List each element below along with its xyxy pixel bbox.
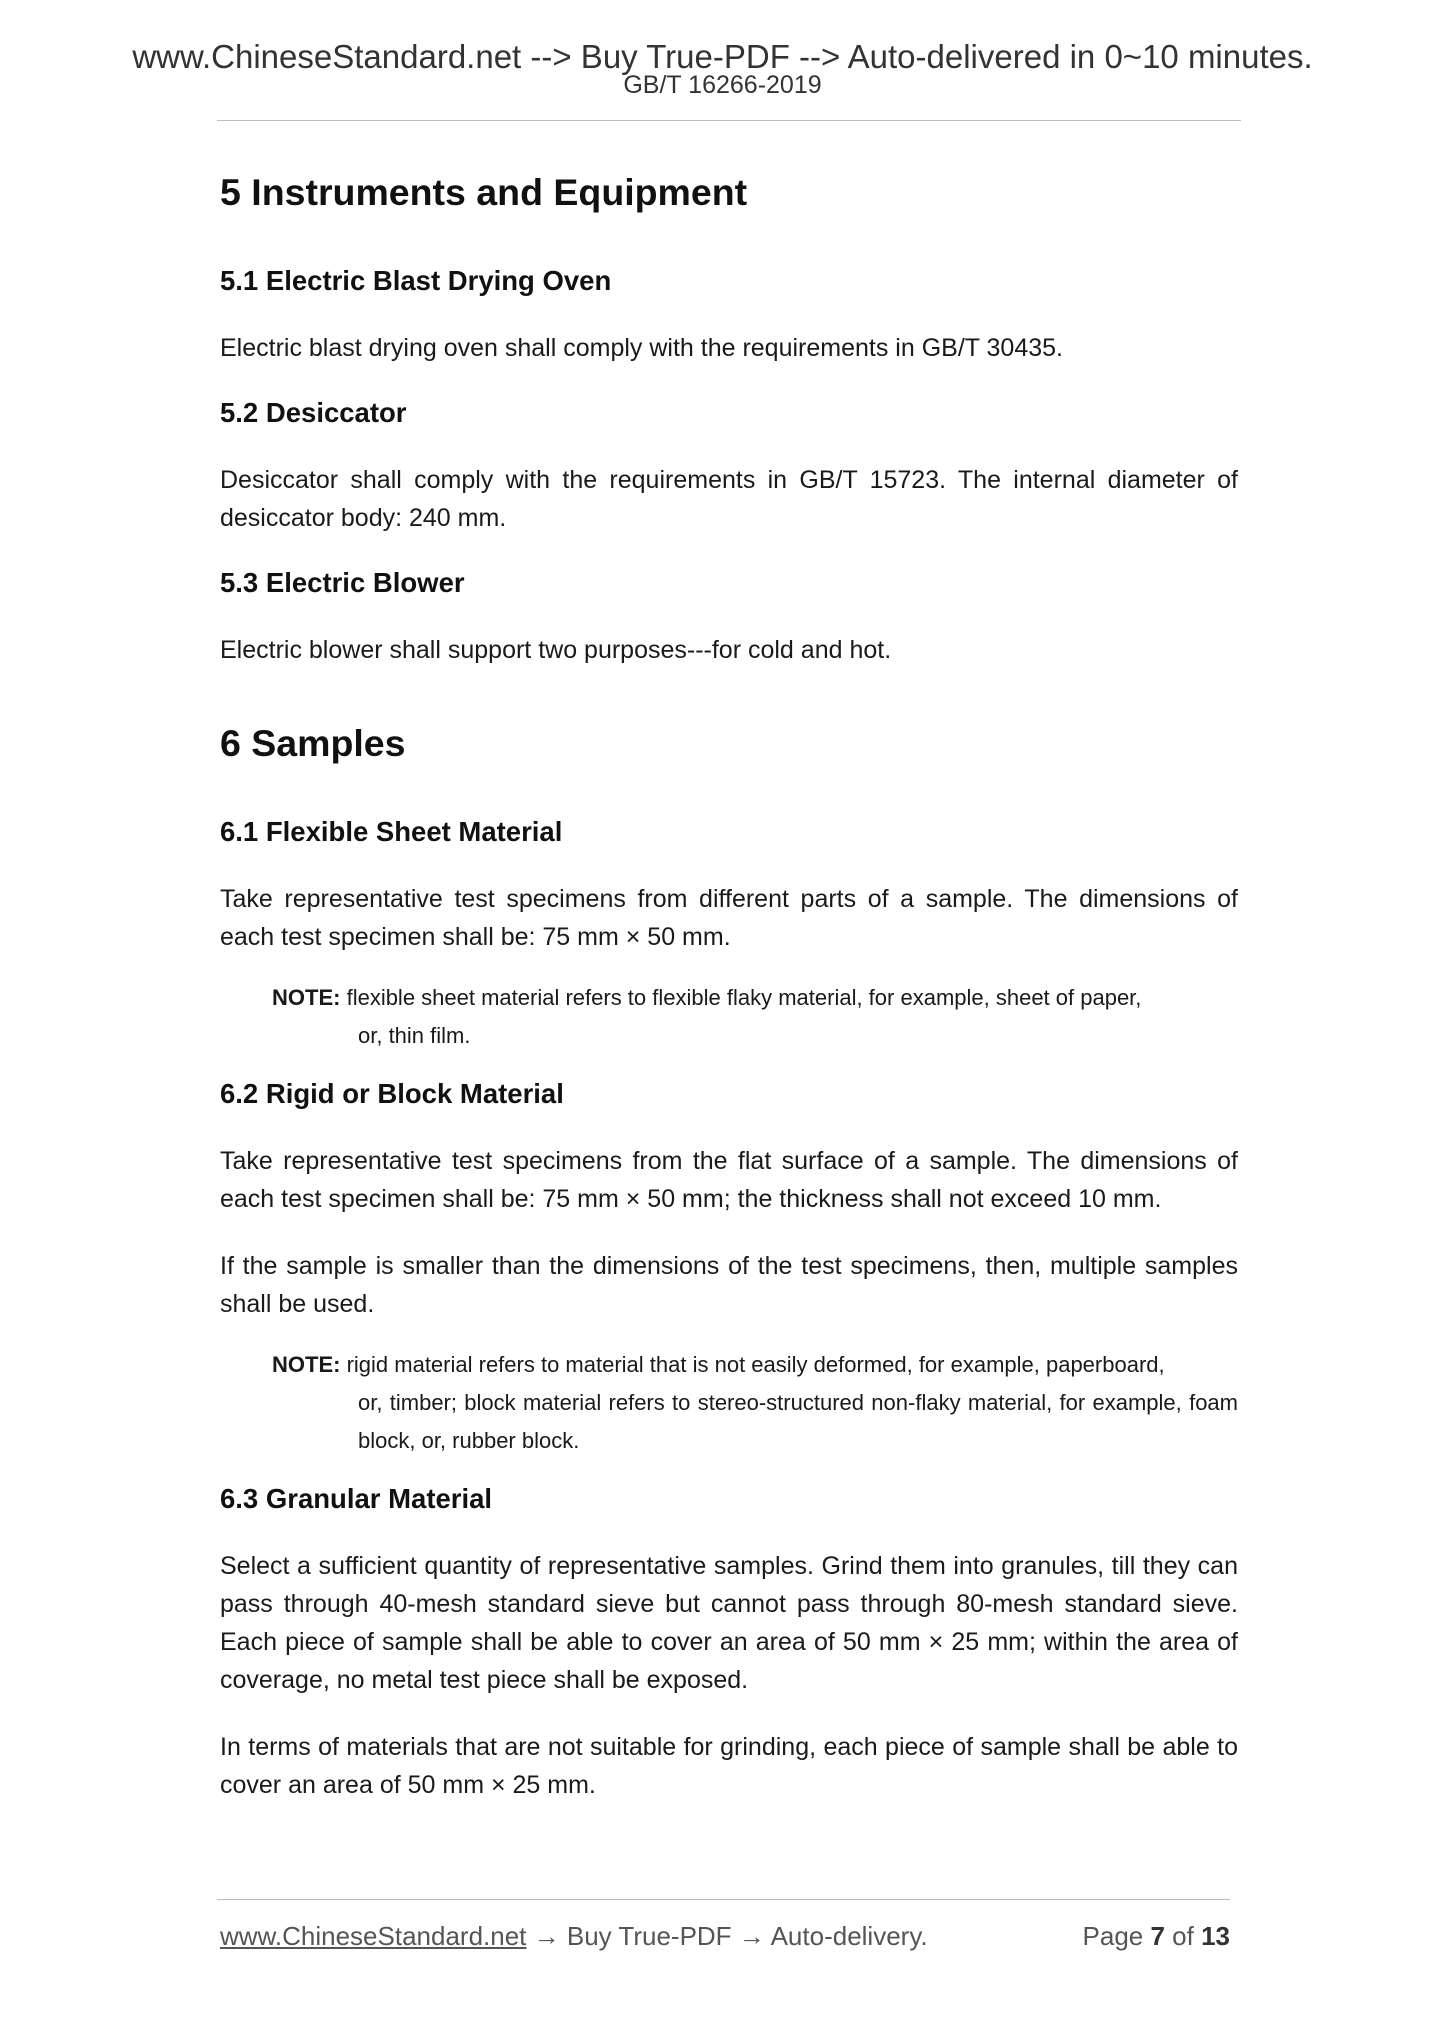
section-5-1-heading: 5.1 Electric Blast Drying Oven (220, 265, 612, 296)
footer-buy-text: Buy True-PDF (566, 1921, 732, 1951)
header-divider (217, 120, 1241, 121)
note-text-line-1: rigid material refers to material that is not easily deformed, for example, paperboard, (346, 1352, 1165, 1377)
section-6-1-heading: 6.1 Flexible Sheet Material (220, 816, 563, 847)
page-total: 13 (1201, 1921, 1230, 1951)
page-of-label: of (1164, 1921, 1202, 1951)
section-5-1-paragraph: Electric blast drying oven shall comply with the requirements in GB/T 30435. (220, 334, 1063, 362)
page-content (220, 170, 1238, 1833)
section-5-3-heading: 5.3 Electric Blower (220, 567, 465, 598)
section-6-3-heading: 6.3 Granular Material (220, 1483, 493, 1514)
footer-delivery-text: Auto-delivery. (770, 1921, 928, 1951)
section-5-2-paragraph: Desiccator shall comply with the requirements in GB/T 15723. The internal diameter of desiccator body: 240 mm. (220, 466, 1238, 532)
page-footer (220, 1921, 1230, 1952)
section-6-2-paragraph-1: Take representative test specimens from the flat surface of a sample. The dimensions of each test specimen shall be: 75 mm × 50 mm; the thickness shall not exceed 10 mm. (220, 1147, 1238, 1213)
arrow-right-icon: → (731, 1921, 771, 1951)
document-code: GB/T 16266-2019 (623, 71, 822, 99)
section-6-heading: 6 Samples (220, 722, 406, 764)
note-text-continued: or, timber; block material refers to stereo-structured non-flaky material, for example, foam block, or, rubber block. (358, 1390, 1238, 1453)
section-6-3-paragraph-2: In terms of materials that are not suitable for grinding, each piece of sample shall be able to cover an area of 50 mm × 25 mm. (220, 1733, 1238, 1799)
section-5-2-heading: 5.2 Desiccator (220, 397, 407, 428)
page-number: 7 (1150, 1921, 1165, 1951)
top-banner: www.ChineseStandard.net --> Buy True-PDF --> Auto-delivered in 0~10 minutes. (132, 38, 1313, 75)
page-indicator (1083, 1921, 1230, 1952)
section-6-2-paragraph-2: If the sample is smaller than the dimensions of the test specimens, then, multiple samples shall be used. (220, 1252, 1238, 1318)
page-label: Page (1082, 1921, 1151, 1951)
section-6-1-note (272, 979, 1238, 1055)
note-label: NOTE: (272, 985, 341, 1010)
note-label: NOTE: (272, 1352, 341, 1377)
arrow-right-icon: → (526, 1921, 567, 1951)
section-5-3-paragraph: Electric blower shall support two purposes---for cold and hot. (220, 636, 892, 664)
footer-website-link[interactable]: www.ChineseStandard.net (220, 1921, 527, 1951)
section-6-2-note (272, 1346, 1238, 1460)
note-text-line-1: flexible sheet material refers to flexible flaky material, for example, sheet of paper, (346, 985, 1142, 1010)
section-6-1-paragraph: Take representative test specimens from different parts of a sample. The dimensions of each test specimen shall be: 75 mm × 50 mm. (220, 885, 1238, 951)
section-6-3-paragraph-1: Select a sufficient quantity of representative samples. Grind them into granules, till they can pass through 40-mesh standard sieve but cannot pass through 80-mesh standard sieve. Each piece of sample shall be able to cover an area of 50 mm × 25 mm; within the area of coverage, no metal test piece shall be exposed. (220, 1552, 1238, 1694)
section-5-heading: 5 Instruments and Equipment (220, 171, 748, 213)
section-6-2-heading: 6.2 Rigid or Block Material (220, 1078, 564, 1109)
note-text-line-2: or, thin film. (358, 1023, 471, 1048)
footer-divider (217, 1899, 1230, 1900)
